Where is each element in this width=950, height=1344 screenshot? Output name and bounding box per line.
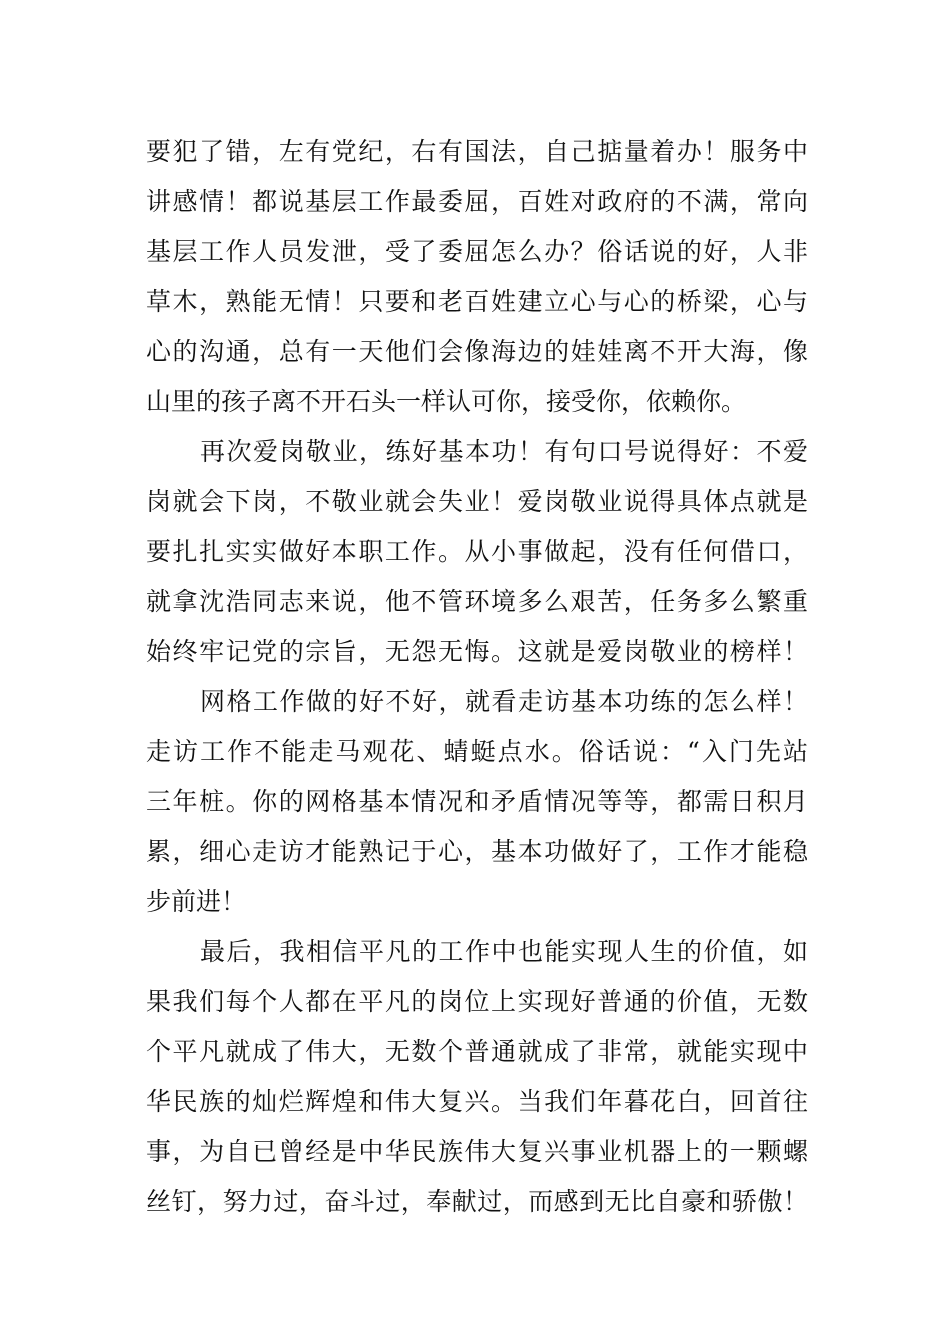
text-line: 山里的孩子离不开石头一样认可你，接受你，依赖你。 [146, 387, 747, 416]
text-line: 个平凡就成了伟大，无数个普通就成了非常，就能实现中 [146, 1037, 808, 1066]
text-line: 丝钉，努力过，奋斗过，奉献过，而感到无比自豪和骄傲！ [146, 1187, 808, 1216]
text-line: 讲感情！都说基层工作最委屈，百姓对政府的不满，常向 [146, 187, 808, 216]
text-line: 草木，熟能无情！只要和老百姓建立心与心的桥梁，心与 [146, 287, 808, 316]
text-line: 岗就会下岗，不敬业就会失业！爱岗敬业说得具体点就是 [146, 487, 808, 516]
body-text [146, 127, 808, 1227]
text-line: 累，细心走访才能熟记于心，基本功做好了，工作才能稳 [146, 837, 808, 866]
paragraph-start-line: 网格工作做的好不好，就看走访基本功练的怎么样！ [200, 687, 808, 716]
text-line: 心的沟通，总有一天他们会像海边的娃娃离不开大海，像 [146, 337, 808, 366]
paragraph-start-line: 最后，我相信平凡的工作中也能实现人生的价值，如 [200, 937, 808, 966]
text-line: 就拿沈浩同志来说，他不管环境多么艰苦，任务多么繁重 [146, 587, 808, 616]
paragraph-start-line: 再次爱岗敬业，练好基本功！有句口号说得好：不爱 [200, 437, 808, 466]
text-line: 基层工作人员发泄，受了委屈怎么办？俗话说的好，人非 [146, 237, 808, 266]
text-line: 华民族的灿烂辉煌和伟大复兴。当我们年暮花白，回首往 [146, 1087, 808, 1116]
text-line: 始终牢记党的宗旨，无怨无悔。这就是爱岗敬业的榜样！ [146, 637, 808, 666]
text-line: 走访工作不能走马观花、蜻蜓点水。俗话说：“入门先站 [146, 737, 808, 766]
text-line: 要扎扎实实做好本职工作。从小事做起，没有任何借口， [146, 537, 808, 566]
text-line: 果我们每个人都在平凡的岗位上实现好普通的价值，无数 [146, 987, 808, 1016]
text-line: 要犯了错，左有党纪，右有国法，自己掂量着办！服务中 [146, 137, 808, 166]
text-line: 三年桩。你的网格基本情况和矛盾情况等等，都需日积月 [146, 787, 808, 816]
text-line: 事，为自已曾经是中华民族伟大复兴事业机器上的一颗螺 [146, 1137, 808, 1166]
text-line: 步前进！ [146, 887, 247, 916]
